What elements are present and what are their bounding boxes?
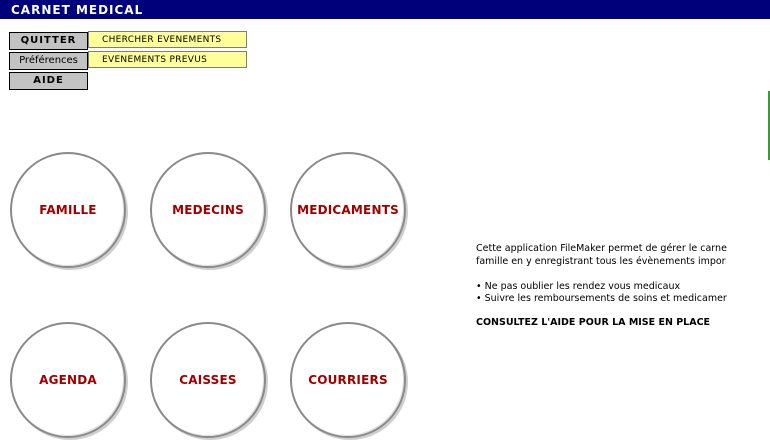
app-title: CARNET MEDICAL [11, 3, 144, 17]
evenements-prevus-button[interactable]: EVENEMENTS PREVUS [88, 51, 247, 68]
consult-help-text: CONSULTEZ L'AIDE POUR LA MISE EN PLACE [476, 317, 711, 328]
info-text-line-1: Cette application FileMaker permet de gérer le carne [476, 243, 727, 254]
aide-button[interactable]: AIDE [9, 72, 88, 90]
famille-label: FAMILLE [39, 203, 97, 217]
famille-button[interactable] [10, 152, 126, 268]
medicaments-button[interactable] [290, 152, 406, 268]
caisses-button[interactable] [150, 322, 266, 438]
title-bar [0, 0, 770, 19]
info-bullet-2: • Suivre les remboursements de soins et medicamer [476, 293, 727, 304]
medecins-button[interactable] [150, 152, 266, 268]
courriers-button[interactable] [290, 322, 406, 438]
courriers-label: COURRIERS [308, 373, 388, 387]
preferences-button[interactable]: Préférences [9, 52, 88, 70]
info-text-line-2: famille en y enregistrant tous les évènements impor [476, 256, 726, 267]
agenda-button[interactable] [10, 322, 126, 438]
chercher-evenements-button[interactable]: CHERCHER EVENEMENTS [88, 31, 247, 48]
info-bullet-1: • Ne pas oublier les rendez vous medicaux [476, 281, 681, 292]
medicaments-label: MEDICAMENTS [297, 203, 399, 217]
caisses-label: CAISSES [179, 373, 237, 387]
agenda-label: AGENDA [39, 373, 97, 387]
medecins-label: MEDECINS [172, 203, 244, 217]
quitter-button[interactable]: QUITTER [9, 32, 88, 50]
